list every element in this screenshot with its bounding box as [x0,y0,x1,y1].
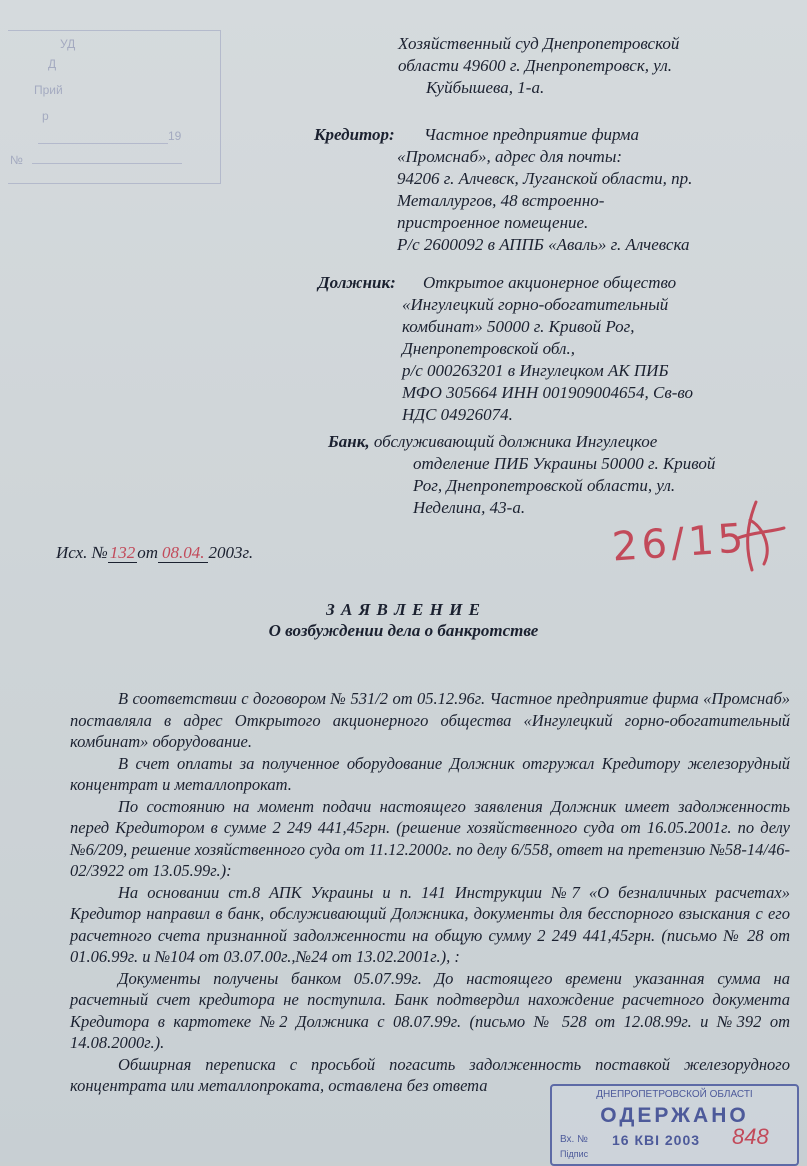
ghost-stamp-line: № [10,153,23,167]
creditor-line: Р/с 2600092 в АППБ «Аваль» г. Алчевска [397,235,690,254]
creditor-line: Частное предприятие фирма [424,125,640,144]
court-line: Хозяйственный суд Днепропетровской [398,34,680,53]
bank-line: Неделина, 43-а. [413,498,526,517]
court-address [398,33,679,99]
ghost-stamp-line: Прий [34,83,63,97]
creditor-line: пристроенное помещение. [397,213,589,232]
creditor-line: Металлургов, 48 встроенно- [397,191,605,210]
document-title: З А Я В Л Е Н И Е [326,600,481,619]
received-stamp-header: ДНЕПРОПЕТРОВСКОЙ ОБЛАСТІ [596,1089,753,1100]
received-stamp-number: 848 [732,1124,769,1149]
received-stamp-date-label: Вх. № [560,1134,588,1145]
outgoing-mid: от [137,543,158,562]
debtor-details [423,272,676,294]
creditor-label: Кредитор: [314,125,395,144]
debtor-line: комбинат» 50000 г. Кривой Рог, [402,317,635,336]
document-body [70,688,790,1097]
body-paragraph: По состоянию на момент подачи настоящего заявления Должник имеет задолженность перед Кредитором в сумме 2 249 441,45грн. (решение хозяйственного суда от 16.05.2001г. по делу №6/209, решение хозяйственного суда от 11.12.2000г. по делу 6/558, ответ на претензию №58-14/46-02/3922 от 13.05.99г.): [70,796,790,880]
handwritten-signature [728,498,788,576]
bank-details [413,453,715,519]
outgoing-date-value: 08.04. [158,543,209,563]
received-stamp-footer: Підпис [560,1149,589,1159]
court-line: области 49600 г. Днепропетровск, ул. [398,56,673,75]
ghost-stamp-line: УД [60,37,76,51]
debtor-label: Должник: [318,273,396,292]
outgoing-number-value: 132 [109,543,136,562]
body-paragraph: В счет оплаты за полученное оборудование Должник отгружал Кредитору железорудный концентрат и металлопрокат. [70,753,790,794]
bank-first-line: обслуживающий должника Ингулецкое [373,432,658,451]
outgoing-number [56,542,253,564]
creditor-line: «Промснаб», адрес для почты: [397,147,623,166]
creditor-line: 94206 г. Алчевск, Луганской области, пр. [397,169,693,188]
ghost-registration-stamp [8,30,221,184]
debtor-line: МФО 305664 ИНН 001909004654, Св-во [402,383,694,402]
creditor-details [424,124,639,146]
debtor-details-continued [402,294,693,426]
debtor-line: р/с 000263201 в Ингулецком АК ПИБ [402,361,669,380]
bank-line: отделение ПИБ Украины 50000 г. Кривой [413,454,716,473]
document-subtitle: О возбуждении дела о банкротстве [268,621,539,640]
outgoing-suffix: 2003г. [208,543,254,562]
body-paragraph: Обширная переписка с просьбой погасить задолженность поставкой железорудного концентрата или металлопроката, оставлена без ответа [70,1054,790,1095]
creditor-details-continued [397,146,692,256]
ghost-stamp-rule [32,163,182,164]
received-stamp-title: ОДЕРЖАНО [600,1104,749,1127]
debtor-block [318,272,396,294]
debtor-line: НДС 04926074. [402,405,513,424]
body-paragraph: Документы получены банком 05.07.99г. До настоящего времени указанная сумма на расчетный счет кредитора не поступила. Банк подтвердил нахождение расчетного документа Кредитора в картотеке №2 Должника с 08.07.99г. (письмо № 528 от 12.08.99г. и №392 от 14.08.2000г.). [70,968,790,1052]
ghost-stamp-line: Д [48,57,57,71]
ghost-stamp-line: р [42,109,49,123]
ghost-stamp-rule [38,143,168,144]
creditor-block [314,124,395,146]
ghost-stamp-line: 19 [168,129,182,143]
court-line: Куйбышева, 1-а. [426,78,545,97]
bank-label: Банк, [328,432,370,451]
body-paragraph: В соответствии с договором № 531/2 от 05.12.96г. Частное предприятие фирма «Промснаб» поставляла в адрес Открытого акционерного общества «Ингулецкий горно-обогатительный комбинат» оборудование. [70,689,790,751]
received-stamp-date: 16 КВІ 2003 [612,1132,701,1148]
outgoing-prefix: Исх. № [56,543,108,562]
bank-block [328,431,657,453]
debtor-line: Открытое акционерное общество [423,273,677,292]
body-paragraph: На основании ст.8 АПК Украины и п. 141 Инструкции №7 «О безналичных расчетах» Кредитор направил в банк, обслуживающий Должника, документы для бесспорного взыскания с его расчетного счета признанной задолженности на общую сумму 2 249 441,45грн. (письмо № 28 от 01.06.99г. и №104 от 03.07.00г.,№24 от 13.02.2001г.), : [70,882,790,966]
handwritten-note: 26/15 [610,515,749,571]
debtor-line: Днепропетровской обл., [402,339,575,358]
received-stamp [550,1084,799,1166]
debtor-line: «Ингулецкий горно-обогатительный [402,295,669,314]
bank-line: Рог, Днепропетровской области, ул. [413,476,676,495]
